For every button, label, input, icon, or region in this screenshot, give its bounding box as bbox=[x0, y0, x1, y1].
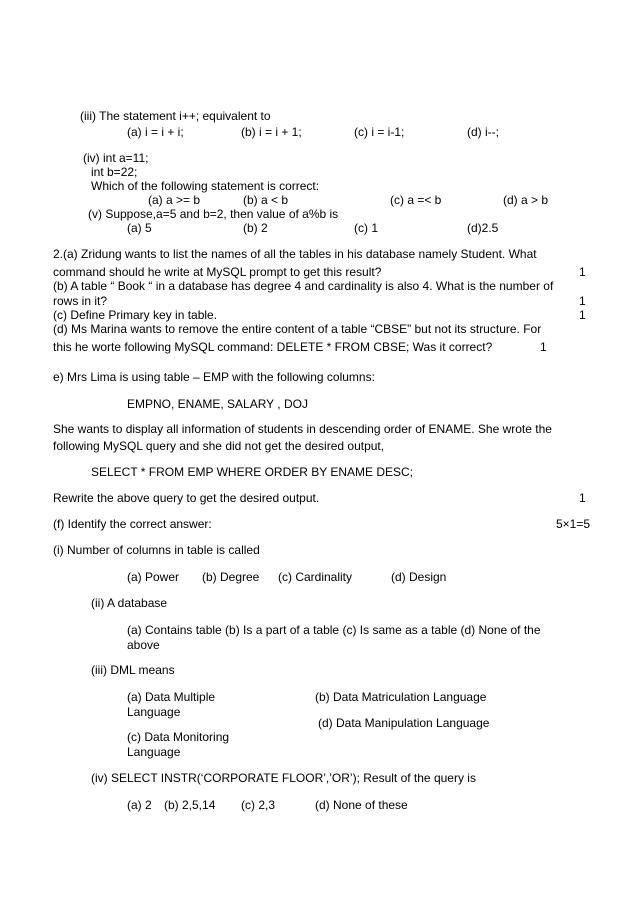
q2-a-marks: 1 bbox=[579, 265, 586, 279]
q2-f-i-option-b: (b) Degree bbox=[202, 570, 260, 584]
q2-b-line-1: (b) A table “ Book “ in a database has degree 4 and cardinality is also 4. What is the number of bbox=[53, 279, 554, 293]
q2-d-marks: 1 bbox=[540, 340, 547, 354]
q1-v-option-d: (d)2.5 bbox=[467, 221, 499, 235]
q1-iv-line-3: Which of the following statement is correct: bbox=[91, 179, 320, 193]
q2-f-iii-option-c-line-1: (c) Data Monitoring bbox=[127, 730, 230, 744]
q2-f-i-option-c: (c) Cardinality bbox=[278, 570, 353, 584]
q1-v-option-a: (a) 5 bbox=[127, 221, 152, 235]
q2-f-iv-option-c: (c) 2,3 bbox=[241, 798, 276, 812]
q1-v-stem: (v) Suppose,a=5 and b=2, then value of a%b is bbox=[88, 207, 339, 221]
q1-iv-option-c: (c) a =< b bbox=[390, 193, 442, 207]
q2-b-line-2: rows in it? bbox=[53, 294, 108, 308]
q2-e-ask: Rewrite the above query to get the desired output. bbox=[53, 491, 320, 505]
q2-f-iv-option-a: (a) 2 bbox=[127, 798, 152, 812]
q2-a-line-1: 2.(a) Zridung wants to list the names of all the tables in his database namely Student. What bbox=[53, 247, 537, 261]
q2-f-iv-option-b: (b) 2,5,14 bbox=[164, 798, 216, 812]
q2-e-para-line-1: She wants to display all information of students in descending order of ENAME. She wrote the bbox=[53, 422, 552, 436]
q2-a-line-2: command should he write at MySQL prompt to get this result? bbox=[53, 265, 382, 279]
q2-d-line-2: this he worte following MySQL command: DELETE * FROM CBSE; Was it correct? bbox=[53, 340, 493, 354]
q2-f-iii-option-a-line-1: (a) Data Multiple bbox=[127, 690, 216, 704]
q1-iv-option-b: (b) a < b bbox=[243, 193, 289, 207]
q2-f-i-stem: (i) Number of columns in table is called bbox=[53, 543, 260, 557]
q1-v-option-c: (c) 1 bbox=[354, 221, 378, 235]
q2-f-ii-options-line-1: (a) Contains table (b) Is a part of a table (c) Is same as a table (d) None of the bbox=[127, 623, 541, 637]
q2-c-marks: 1 bbox=[579, 308, 586, 322]
q2-f-iii-option-b: (b) Data Matriculation Language bbox=[315, 690, 487, 704]
q1-iv-option-a: (a) a >= b bbox=[148, 193, 201, 207]
q1-iii-option-c: (c) i = i-1; bbox=[354, 125, 405, 139]
q2-e-query: SELECT * FROM EMP WHERE ORDER BY ENAME DESC; bbox=[91, 465, 414, 479]
q2-e-intro: e) Mrs Lima is using table – EMP with the following columns: bbox=[53, 370, 375, 384]
q2-f-marks: 5×1=5 bbox=[556, 517, 591, 531]
q2-b-marks: 1 bbox=[579, 294, 586, 308]
q1-iv-line-1: (iv) int a=11; bbox=[83, 151, 149, 165]
q1-iii-option-a: (a) i = i + i; bbox=[127, 125, 184, 139]
q2-d-line-1: (d) Ms Marina wants to remove the entire content of a table “CBSE” but not its structure. For bbox=[53, 322, 542, 336]
q2-c-line-1: (c) Define Primary key in table. bbox=[53, 308, 218, 322]
q2-f-iv-option-d: (d) None of these bbox=[315, 798, 408, 812]
q1-iii-stem: (iii) The statement i++; equivalent to bbox=[80, 109, 271, 123]
q1-v-option-b: (b) 2 bbox=[243, 221, 268, 235]
q2-e-marks: 1 bbox=[579, 491, 586, 505]
q1-iv-line-2: int b=22; bbox=[91, 165, 138, 179]
q2-f-iii-option-a-line-2: Language bbox=[127, 705, 181, 719]
q2-f-heading: (f) Identify the correct answer: bbox=[53, 517, 212, 531]
q2-f-iv-stem: (iv) SELECT INSTR(‘CORPORATE FLOOR’,’OR’); Result of the query is bbox=[91, 771, 476, 785]
q2-f-iii-option-d: (d) Data Manipulation Language bbox=[318, 716, 490, 730]
q1-iii-option-d: (d) i--; bbox=[467, 125, 499, 139]
q2-f-iii-option-c-line-2: Language bbox=[127, 745, 181, 759]
q1-iii-option-b: (b) i = i + 1; bbox=[241, 125, 302, 139]
q2-f-iii-stem: (iii) DML means bbox=[91, 663, 175, 677]
q2-e-para-line-2: following MySQL query and she did not get the desired output, bbox=[53, 439, 385, 453]
q2-f-ii-stem: (ii) A database bbox=[91, 596, 168, 610]
q2-f-i-option-d: (d) Design bbox=[391, 570, 447, 584]
q2-f-ii-options-line-2: above bbox=[127, 638, 160, 652]
q1-iv-option-d: (d) a > b bbox=[503, 193, 549, 207]
q2-e-columns: EMPNO, ENAME, SALARY , DOJ bbox=[127, 397, 308, 411]
q2-f-i-option-a: (a) Power bbox=[127, 570, 180, 584]
